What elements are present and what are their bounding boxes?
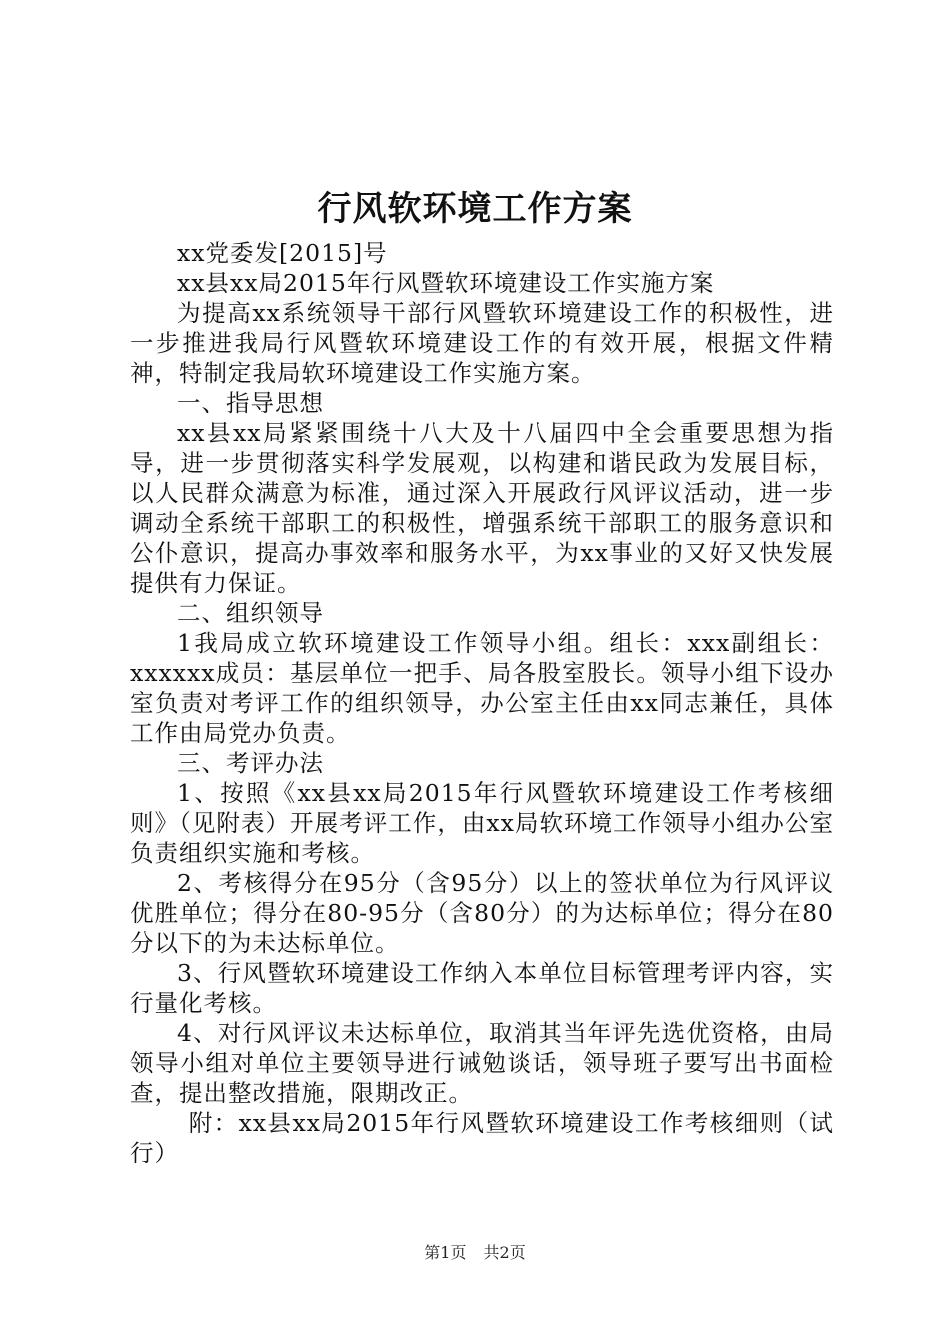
guiding-thought-paragraph: xx县xx局紧紧围绕十八大及十八届四中全会重要思想为指导，进一步贯彻落实科学发展观，以构建和谐民政为发展目标，以人民群众满意为标准，通过深入开展政行风评议活动，进一步调动全系统干部职工的积极性，增强系统干部职工的服务意识和公仆意识，提高办事效率和服务水平，为xx事业的又好又快发展提供有力保证。 — [130, 419, 834, 597]
evaluation-item-4: 4、对行风评议未达标单位，取消其当年评先选优资格，由局领导小组对单位主要领导进行诫勉谈话，领导班子要写出书面检查，提出整改措施，限期改正。 — [130, 1019, 834, 1107]
document-title: 行风软环境工作方案 — [317, 189, 633, 229]
page-number-current: 第1页 — [424, 1243, 467, 1262]
page-footer — [0, 1241, 950, 1265]
attachment-note: 附：xx县xx局2015年行风暨软环境建设工作考核细则（试行） — [130, 1109, 834, 1167]
evaluation-item-1: 1、按照《xx县xx局2015年行风暨软环境建设工作考核细则》（见附表）开展考评工作，由xx局软环境工作领导小组办公室负责组织实施和考核。 — [130, 779, 834, 867]
page-number-total: 共2页 — [483, 1243, 526, 1262]
section-heading-organization: 二、组织领导 — [177, 599, 324, 627]
document-body — [130, 238, 834, 1168]
intro-paragraph: 为提高xx系统领导干部行风暨软环境建设工作的积极性，进一步推进我局行风暨软环境建设工作的有效开展，根据文件精神，特制定我局软环境建设工作实施方案。 — [130, 299, 834, 387]
evaluation-item-2: 2、考核得分在95分（含95分）以上的签状单位为行风评议优胜单位；得分在80-95分（含80分）的为达标单位；得分在80分以下的为未达标单位。 — [130, 869, 834, 957]
document-subtitle: xx县xx局2015年行风暨软环境建设工作实施方案 — [177, 269, 715, 297]
evaluation-item-3: 3、行风暨软环境建设工作纳入本单位目标管理考评内容，实行量化考核。 — [130, 959, 834, 1017]
section-heading-evaluation: 三、考评办法 — [177, 749, 324, 777]
organization-paragraph: 1我局成立软环境建设工作领导小组。组长：xxx副组长：xxxxxx成员：基层单位一把手、局各股室股长。领导小组下设办室负责对考评工作的组织领导，办公室主任由xx同志兼任，具体工作由局党办负责。 — [130, 629, 834, 747]
section-heading-guiding-thought: 一、指导思想 — [177, 389, 324, 417]
document-number: xx党委发[2015]号 — [177, 239, 388, 267]
